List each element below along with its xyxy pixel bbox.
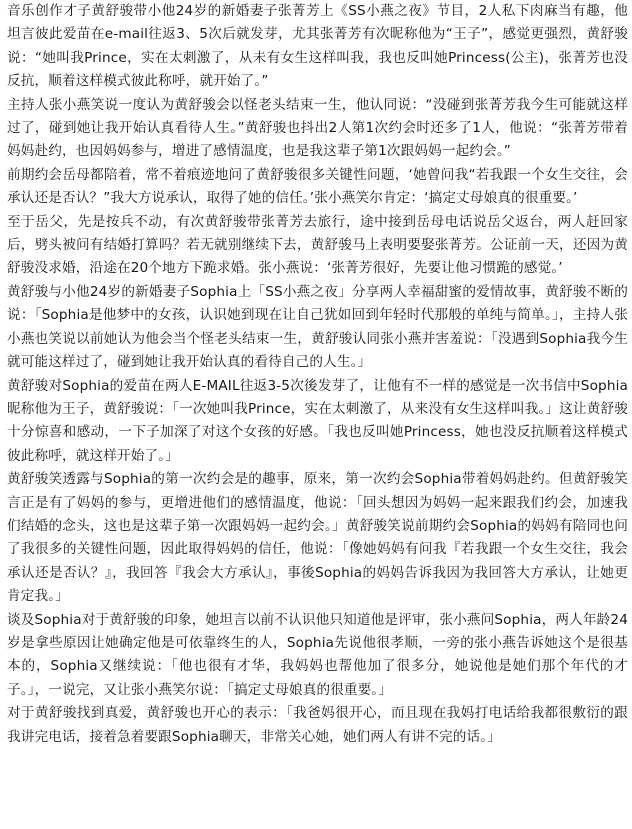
article-paragraph-4: 至于岳父，先是按兵不动，有次黄舒骏带张菁芳去旅行，途中接到岳母电话说岳父返台，两人赶回家后，劈头被问有结婚打算吗？若无就别继续下去，黄舒骏马上表明要娶张菁芳。公证前一天，还因为黄舒骏没求婚，沿途在20个地方下跪求婚。张小燕说：‘张菁芳很好，先要让他习惯跪的感觉。’ [7,213,628,277]
article-paragraph-2: 主持人张小燕笑说一度认为黄舒骏会以怪老头结束一生，他认同说：“没碰到张菁芳我今生可能就这样过了，碰到她让我开始认真看待人生。”黄舒骏也抖出2人第1次约会时还多了1人，他说：“张菁芳带着妈妈赴约，也因妈妈参与，增进了感情温度，也是我这辈子第1次跟妈妈一起约会。” [7,96,628,160]
article-paragraph-1: 音乐创作才子黄舒骏带小他24岁的新婚妻子张菁芳上《SS小燕之夜》节目，2人私下肉麻当有趣，他坦言彼此爱苗在e-mail往返3、5次后就发芽，尤其张菁芳有次昵称他为“王子”，感觉更强烈，黄舒骏说：“她叫我Prince，实在太刺激了，从未有女生这样叫我，我也反叫她Princess(公主)，张菁芳也没反抗，顺着这样模式彼此称呼，就开始了。” [7,3,628,90]
article-paragraph-8: 谈及Sophia对于黄舒骏的印象，她坦言以前不认识他只知道他是评审，张小燕问Sophia，两人年龄24岁是拿些原因让她确定他是可依靠终生的人，Sophia先说他很孝顺，一旁的张小燕告诉她这个是很基本的，Sophia又继续说：「他也很有才华，我妈妈也帮他加了很多分，她说他是她们那个年代的才子。」，一说完，又让张小燕笑尔说：「搞定丈母娘真的很重要。」 [7,611,628,698]
article-paragraph-6: 黄舒骏对Sophia的爱苗在两人E-MAIL往返3-5次後发芽了，让他有不一样的感觉是一次书信中Sophia昵称他为王子，黄舒骏说：「一次她叫我Prince，实在太刺激了，从来没有女生这样叫我。」这让黄舒骏十分惊喜和感动，一下子加深了对这个女孩的好感。「我也反叫她Princess，她也没反抗顺着这样模式彼此称呼，就这样开始了。」 [7,377,628,464]
article-paragraph-7: 黄舒骏笑透露与Sophia的第一次约会是的趣事，原来，第一次约会Sophia带着妈妈赴约。但黄舒骏笑言正是有了妈妈的参与，更增进他们的感情温度，他说：「回头想因为妈妈一起来跟我们约会，加速我们结婚的念头，这也是这辈子第一次跟妈妈一起约会。」黄舒骏笑说前期约会Sophia的妈妈有陪同也问了我很多的关键性问题，因此取得妈妈的信任，他说：「像她妈妈有问我『若我跟一个女生交往，我会承认还是否认？』，我回答『我会大方承认』，事後Sophia的妈妈告诉我因为我回答大方承认，让她更肯定我。」 [7,471,628,605]
article-paragraph-5: 黄舒骏与小他24岁的新婚妻子Sophia上「SS小燕之夜」分享两人幸福甜蜜的爱情故事，黄舒骏不断的说：「Sophia是他梦中的女孩，认识她到现在让自己犹如回到年轻时代那般的单纯与简单。」，主持人张小燕也笑说以前她认为他会当个怪老头结束一生，黄舒骏认同张小燕并害羞说：「没遇到Sophia我今生就可能这样过了，碰到她让我开始认真的看待自己的人生。」 [7,283,628,371]
article-paragraph-3: 前期约会岳母都陪着，常不着痕迹地问了黄舒骏很多关键性问题，‘她曾问我“若我跟一个女生交往，会承认还是否认？”我大方说承认，取得了她的信任。’张小燕笑尔肯定：‘搞定丈母娘真的很重要。’ [7,166,628,207]
article-paragraph-9: 对于黄舒骏找到真爱，黄舒骏也开心的表示：「我爸妈很开心，而且现在我妈打电话给我都很敷衍的跟我讲完电话，接着急着要跟Sophia聊天，非常关心她，她们两人有讲不完的话。」 [7,705,628,745]
